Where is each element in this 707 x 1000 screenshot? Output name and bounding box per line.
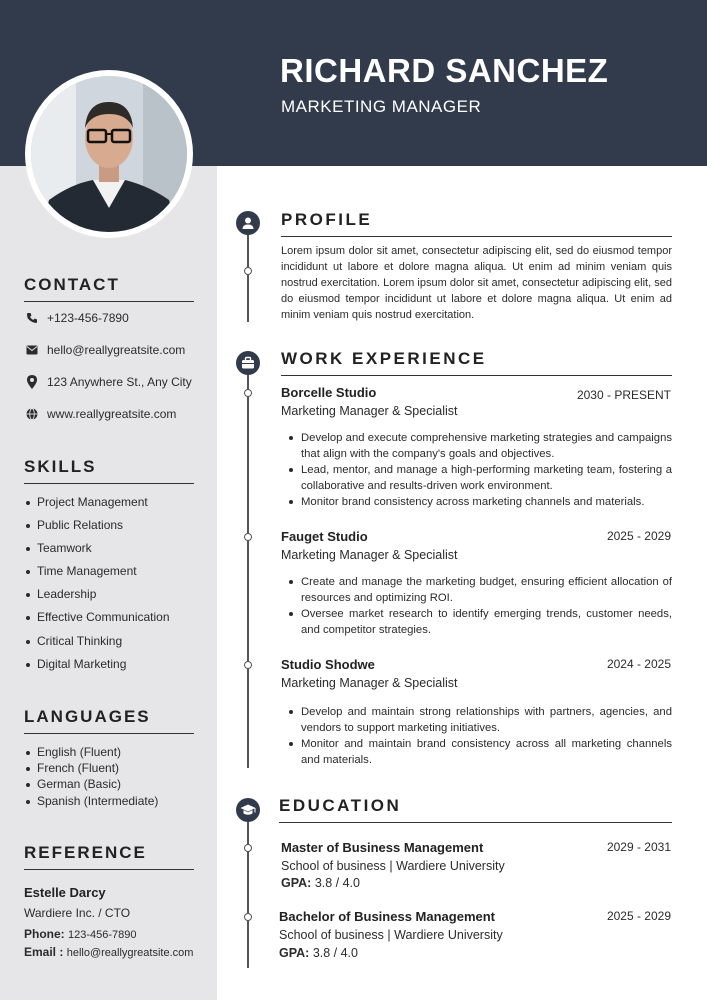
list-item: Teamwork <box>26 541 170 564</box>
job-bullets <box>287 430 672 510</box>
graduation-cap-icon <box>236 798 260 822</box>
timeline-line-profile <box>247 234 249 322</box>
profile-heading: PROFILE <box>281 210 672 237</box>
skills-heading: SKILLS <box>24 457 194 484</box>
education-degree: Master of Business Management <box>281 840 484 855</box>
list-item: Oversee market research to identify emerging trends, customer needs, and competitor strategies. <box>287 606 672 638</box>
list-item: Critical Thinking <box>26 634 170 657</box>
skills-list <box>26 495 170 680</box>
phone-icon <box>24 311 40 325</box>
job-company: Studio Shodwe <box>281 657 375 672</box>
languages-heading: LANGUAGES <box>24 707 194 734</box>
job-company: Fauget Studio <box>281 529 368 544</box>
timeline-dot <box>244 661 252 669</box>
education-degree: Bachelor of Business Management <box>279 909 495 924</box>
job-company: Borcelle Studio <box>281 385 377 400</box>
list-item: Digital Marketing <box>26 657 170 680</box>
contact-website <box>24 407 176 421</box>
reference-company: Wardiere Inc. / CTO <box>24 906 131 920</box>
timeline-dot <box>244 913 252 921</box>
timeline-dot <box>244 267 252 275</box>
reference-phone-value[interactable]: 123-456-7890 <box>68 929 137 941</box>
job-dates: 2025 - 2029 <box>606 529 671 543</box>
reference-name: Estelle Darcy <box>24 885 106 900</box>
contact-address <box>24 375 192 389</box>
job-bullets <box>287 574 672 638</box>
reference-email-value[interactable]: hello@reallygreatsite.com <box>66 947 194 959</box>
reference-email-label: Email : <box>24 945 64 959</box>
list-item: Develop and execute comprehensive marketing strategies and campaigns that align with the company's goals and objectives. <box>287 430 672 462</box>
work-heading: WORK EXPERIENCE <box>281 349 672 376</box>
reference-heading: REFERENCE <box>24 843 194 870</box>
contact-phone-text[interactable]: +123-456-7890 <box>47 311 129 325</box>
job-title: Marketing Manager & Specialist <box>281 548 458 562</box>
education-heading: EDUCATION <box>279 796 672 823</box>
list-item: Spanish (Intermediate) <box>26 794 158 810</box>
contact-address-text: 123 Anywhere St., Any City <box>47 375 192 389</box>
list-item: Monitor and maintain brand consistency across all marketing channels and materials. <box>287 736 672 768</box>
job-title: Marketing Manager & Specialist <box>281 676 458 690</box>
timeline-dot <box>244 533 252 541</box>
contact-heading: CONTACT <box>24 275 194 302</box>
contact-email-text[interactable]: hello@reallygreatsite.com <box>47 343 186 357</box>
list-item: Time Management <box>26 564 170 587</box>
globe-icon <box>24 407 40 421</box>
mail-icon <box>24 343 40 357</box>
reference-email <box>24 945 193 959</box>
reference-phone <box>24 927 137 941</box>
list-item: Create and manage the marketing budget, ensuring efficient allocation of resources and optimizing ROI. <box>287 574 672 606</box>
education-dates: 2029 - 2031 <box>606 840 671 854</box>
profile-photo <box>31 76 187 232</box>
timeline-dot <box>244 389 252 397</box>
candidate-name: RICHARD SANCHEZ <box>280 52 609 89</box>
list-item: Develop and maintain strong relationships with partners, agencies, and vendors to support marketing initiatives. <box>287 704 672 736</box>
candidate-title: MARKETING MANAGER <box>281 97 482 116</box>
education-school: School of business | Wardiere University <box>281 859 505 873</box>
education-gpa <box>281 876 360 890</box>
contact-website-text[interactable]: www.reallygreatsite.com <box>47 407 177 421</box>
education-gpa-label: GPA: <box>279 946 310 960</box>
list-item: English (Fluent) <box>26 745 158 761</box>
contact-email <box>24 343 185 357</box>
timeline-line-work <box>247 374 249 768</box>
list-item: French (Fluent) <box>26 761 158 777</box>
list-item: Monitor brand consistency across marketing channels and materials. <box>287 494 672 510</box>
list-item: Lead, mentor, and manage a high-performing marketing team, fostering a collaborative and results-driven work environment. <box>287 462 672 494</box>
timeline-line-education <box>247 820 249 968</box>
list-item: Leadership <box>26 587 170 610</box>
location-pin-icon <box>24 375 40 389</box>
timeline-dot <box>244 844 252 852</box>
education-gpa-value: 3.8 / 4.0 <box>312 946 358 960</box>
job-dates: 2024 - 2025 <box>606 657 671 671</box>
profile-photo-frame <box>25 70 193 238</box>
education-gpa-value: 3.8 / 4.0 <box>314 876 360 890</box>
list-item: Project Management <box>26 495 170 518</box>
list-item: Effective Communication <box>26 610 170 633</box>
job-title: Marketing Manager & Specialist <box>281 404 458 418</box>
languages-list <box>26 745 158 810</box>
education-gpa <box>279 946 358 960</box>
profile-summary: Lorem ipsum dolor sit amet, consectetur adipiscing elit, sed do eiusmod tempor incididunt ut labore et dolore magna aliqua. Ut enim ad minim veniam quis nostrud exercitation. Lorem ipsum dolor sit amet, consectetur adipiscing elit, sed do eiusmod tempor incididunt ut labore et dolore magna aliqua. Ut enim ad minim veniam quis nostrud exercitation. <box>281 245 672 321</box>
reference-phone-label: Phone: <box>24 927 65 941</box>
list-item: Public Relations <box>26 518 170 541</box>
education-school: School of business | Wardiere University <box>279 928 503 942</box>
job-bullets <box>287 704 672 768</box>
job-dates: 2030 - PRESENT <box>576 388 671 402</box>
briefcase-icon <box>236 351 260 375</box>
education-dates: 2025 - 2029 <box>606 909 671 923</box>
user-icon <box>236 211 260 235</box>
list-item: German (Basic) <box>26 777 158 793</box>
education-gpa-label: GPA: <box>281 876 312 890</box>
contact-phone <box>24 311 129 325</box>
